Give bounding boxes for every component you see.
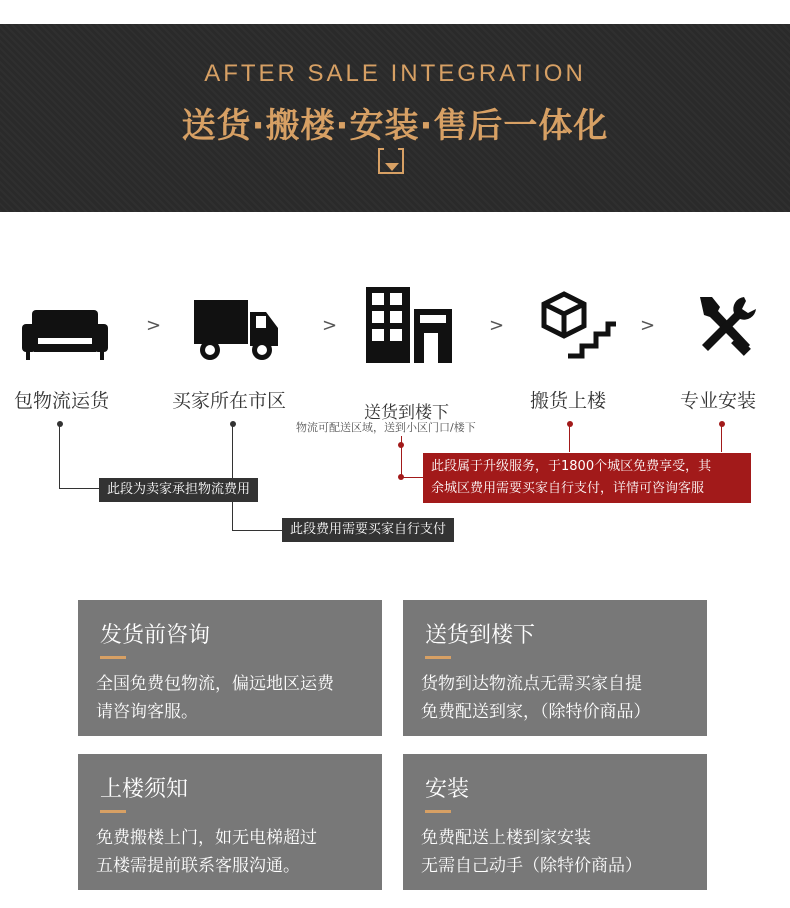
header-banner	[0, 24, 790, 212]
box-stairs-icon	[538, 290, 618, 360]
card-text: 免费配送上楼到家安装 无需自己动手（除特价商品）	[421, 828, 642, 876]
info-card-downstairs	[403, 600, 707, 736]
buyer-pays-tag: 此段费用需要买家自行支付	[282, 518, 454, 542]
info-card-consult	[78, 600, 382, 736]
card-accent-bar	[100, 656, 126, 659]
step-label-upstairs: 搬货上楼	[530, 390, 607, 412]
header-cn-title: 送货·搬楼·安装·售后一体化	[181, 106, 609, 146]
step-label-logistics: 包物流运货	[14, 390, 110, 412]
card-text: 货物到达物流点无需买家自提 免费配送到家，（除特价商品）	[421, 674, 651, 722]
seller-pays-tag: 此段为卖家承担物流费用	[99, 478, 258, 502]
card-text: 全国免费包物流，偏远地区运费 请咨询客服。	[96, 674, 334, 722]
step-label-install: 专业安装	[680, 390, 757, 412]
card-title: 安装	[425, 777, 470, 802]
step-arrow: >	[146, 315, 162, 336]
info-card-install	[403, 754, 707, 890]
upgrade-line-2: 余城区费用需要买家自行支付，详情可咨询客服	[431, 481, 705, 496]
card-title: 送货到楼下	[425, 623, 536, 648]
step-arrow: >	[489, 315, 505, 336]
step-label-city: 买家所在市区	[172, 390, 287, 412]
step-arrow: >	[640, 315, 656, 336]
card-title: 上楼须知	[100, 777, 189, 802]
card-title: 发货前咨询	[100, 623, 211, 648]
step-label-downstairs: 送货到楼下	[364, 403, 449, 423]
down-arrow-icon	[378, 148, 404, 174]
card-accent-bar	[100, 810, 126, 813]
upgrade-service-tag	[423, 453, 751, 503]
info-card-upstairs	[78, 754, 382, 890]
header-en-title: AFTER SALE INTEGRATION	[204, 60, 586, 87]
step-arrow: >	[322, 315, 338, 336]
truck-icon	[192, 298, 282, 364]
upgrade-line-1: 此段属于升级服务，于1800个城区免费享受，其	[431, 459, 712, 474]
card-accent-bar	[425, 656, 451, 659]
tools-icon	[692, 293, 762, 359]
sofa-icon	[20, 306, 110, 362]
card-accent-bar	[425, 810, 451, 813]
card-text: 免费搬楼上门，如无电梯超过 五楼需提前联系客服沟通。	[96, 828, 317, 876]
building-icon	[364, 285, 454, 365]
delivery-note: 物流可配送区域，送到小区门口/楼下	[296, 421, 476, 434]
